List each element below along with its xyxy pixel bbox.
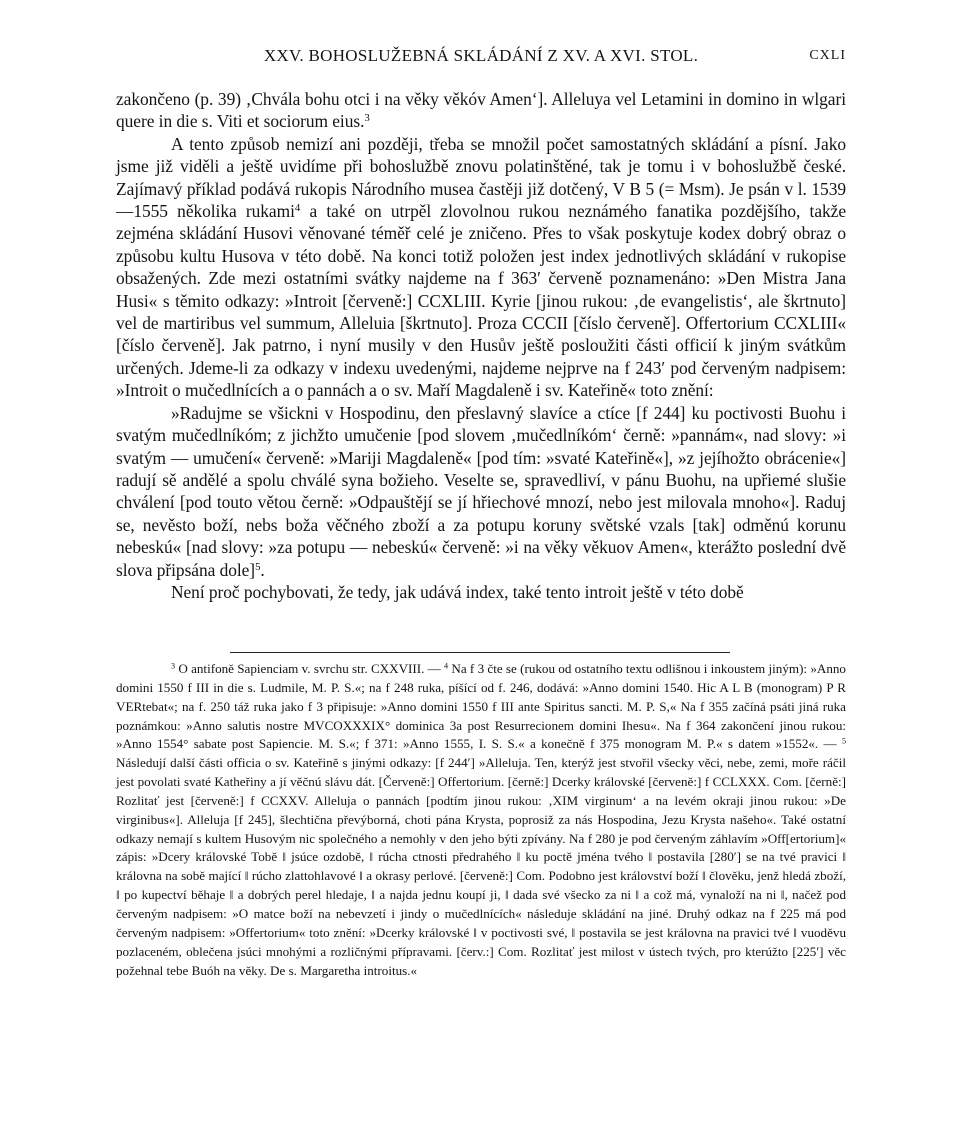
paragraph-4: [116, 581, 846, 603]
footnote-ref-3: 3: [364, 112, 370, 125]
footnote-marker-5: 5: [841, 736, 846, 746]
footnote-ref-5: 5: [255, 560, 261, 573]
footnote-5-text: Následují další části officia o sv. Kateřině s jinými odkazy: [f 244′] »Alleluja. Ten, kterýž jest stvořil všecky věci, nebe, zemi, moře ráčil jest povolati svaté Katheřiny a jí věčnú slávu dát. [Červeně:] Offertorium. [černě:] Dcerky královské [červeně:] f CCLXXX. Com. [černě:] Rozlitať jest [červeně:] f CCXXV. Alleluja o pannách [podtím jinou rukou: ‚XIM virginum‘ a na levém okraji jinou rukou: »De virginibus«]. Alleluja [f 245], šlechtična převýborná, choti pána Krysta, poprosiž za nás Hospodina, Jezu Krysta našeho«. Také ostatní odkazy nemají s kultem Husovým nic společného a nemohly v den jeho býti zpívány. Na f 280 je pod červeným záhlavím »Off[ertorium]« zápis: »Dcery královské Tobě ‖ jsúce ozdobě, ‖ rúcha ctnosti předrahého ‖ ku poctě jména tvého ‖ postavila [280′] se na tvé pravici ‖ královna na sobě mající ‖ rúcho zlattohlavové ‖ a okrasy perlové. [červeně:] Com. Podobno jest království boží ‖ člověku, jenž hledá zboží, ‖ po kupectví běhaje ‖ a dobrých perel hledaje, ‖ a najda jednu koupí ji, ‖ dada své všecko za ni ‖ a což má, vynaloží na ni ‖, načež pod červeným nadpisem: »O matce boží na nebevzetí i jindy o mučedlnících« následuje skládání na jiné. Druhý odkaz na f 225 má pod červeným nadpisem: »Offertorium« toto znění: »Dcerky královské ‖ v poctivosti své, ‖ postavila se jest královna na pravici tvé ‖ vuoděvu pozlaceném, oblečena jsúci mnohými a rozličnými přípravami. [červ.:] Com. Rozlitať jest milost v ústech tvých, pro kterúžto [225′] věc požehnal tebe Buóh na věky. De s. Margaretha introitus.«: [116, 755, 846, 978]
footnote-separator: [230, 652, 730, 653]
paragraph-4-text: Není proč pochybovati, že tedy, jak udává index, také tento introit ještě v této době: [171, 581, 744, 602]
footnote-3-text: O antifoně Sapienciam v. svrchu str. CXXVIII. —: [178, 661, 445, 676]
page-number: CXLI: [809, 48, 846, 63]
paragraph-1: [116, 88, 846, 133]
footnote-marker-3: 3: [171, 661, 176, 671]
footnote-marker-4: 4: [444, 661, 449, 671]
paragraph-2-text-b: a také on utrpěl zlovolnou rukou neznámého fanatika pozdějšího, takže zejména skládání Husovi věnované téměř celé je zničeno. Přes to však poskytuje kodex dobrý obraz o způsobu kultu Husova v této době. Na konci totiž položen jest index jednotlivých skládání v rukopise obsažených. Zde mezi ostatními svátky najdeme na f 363′ červeně poznamenáno: »Den Mistra Jana Husi« s těmito odkazy: »Introit [červeně:] CCXLIII. Kyrie [jinou rukou: ‚de evangelistis‘, ale škrtnuto] vel de martiribus vel summum, Alleluia [škrtnuto]. Proza CCCII [číslo červeně]. Offertorium CCXLIII« [číslo červeně]. Jak patrno, i nyní musily v den Husův ještě posloužiti části officií k jiným svátkům určených. Jdeme-li za odkazy v indexu uvedenými, najdeme nejprve na f 243′ pod červeným nadpisem: »Introit o mučedlnících a o pannách a o sv. Maří Magdaleně i sv. Kateřině« toto znění:: [116, 201, 846, 401]
footnote-block: [116, 660, 846, 980]
footnote-ref-4: 4: [294, 202, 301, 215]
paragraph-3-text: »Radujme se všickni v Hospodinu, den přeslavný slavíce a ctíce [f 244] ku poctivosti Buohu i svatým mučedlníkóm; z jichžto umučenie [pod slovem ‚mučedlníkóm‘ černě: »pannám«, nad slovy: »i svatým — umučení« červeně: »Mariji Magdaleně« [pod tím: »svaté Kateřině«], »z jejíhožto obrácenie«] radují sě andělé a spolu chválé syna božieho. Veselte se, spravedliví, v pánu Buohu, na upřiemé slušie chválení [pod touto větou černě: »Odpauštějí se jí hřiechové mnozí, nebo jest milovala mnoho«]. Raduj se, nevěsto boží, nebs boža věčného zboží a za potupu koruny světské vzals [tak] odměnú korunu nebeskú« [nad slovy: »za potupu — nebeskú« červeně: »i na věky věkuov Amen«, kterážto poslední dvě slova připsána dole]: [116, 402, 846, 580]
paragraph-1-text: zakončeno (p. 39) ‚Chvála bohu otci i na věky věkóv Amen‘]. Alleluya vel Letamini in domino in wlgari quere in die s. Viti et sociorum eius.: [116, 89, 846, 132]
footnote-4-text: Na f 3 čte se (rukou od ostatního textu odlišnou i inkoustem jiným): »Anno domini 1550 f III in die s. Ludmile, M. P. S.«; na f 248 ruka, píšící od f. 246, dodává: »Anno domini 1540. Hic A L B (monogram) P R VERtebat«; na f. 250 táž ruka jako f 3 připisuje: »Anno domini 1550 f III ante Spiritus sancti. M. P. S,« Na f 355 začíná psáti jiná ruka poznámkou: »Anno salutis nostre MVCOXXXIX° dominica 3a post Resurrecionem domini Ihesu«. Na f 364 zakončení jinou rukou: »Anno 1554° sabate post Sapiencie. M. S.«; f 371: »Anno 1555, I. S. S.« a konečně f 375 monogram M. P.« s datem »1552«. —: [116, 661, 846, 752]
main-text: [116, 88, 846, 603]
paragraph-2-text-a: A tento způsob nemizí ani později, třeba se množil počet samostatných skládání a písní. Jako jsme již viděli a ještě uvidíme při bohoslužbě znovu polatinštěné, tak je tomu i v bohoslužbě české. Zajímavý příklad podává rukopis Národního musea častěji již dotčený, V B 5 (= Msm). Je psán v l. 1539—1555 několika rukami: [116, 133, 846, 222]
paragraph-3-quote: »Radujme se všickni v Hospodinu, den přeslavný slavíce a ctíce [f 244] ku poctivosti Buohu i svatým mučedlníkóm; z jichžto umučenie [pod slovem ‚mučedlníkóm‘ černě: »pannám«, nad slovy: »i svatým — umučení« červeně: »Mariji Magdaleně« [pod tím: »svaté Kateřině«], »z jejíhožto obrácenie«] radují sě andělé a spolu chválé syna božieho. Veselte se, spravedliví, v pánu Buohu, na upřiemé slušie chválení [pod touto větou černě: »Odpauštějí se jí hřiechové mnozí, nebo jest milovala mnoho«]. Raduj se, nevěsto boží, nebs boža věčného zboží a za potupu koruny světské vzals [tak] odměnú korunu nebeskú« [nad slovy: »za potupu — nebeskú« červeně: »i na věky věkuov Amen«, kterážto poslední dvě slova připsána dole]$^5$.: [116, 402, 846, 580]
paragraph-2: [116, 133, 846, 402]
page-header: [116, 46, 846, 74]
running-head: XXV. BOHOSLUŽEBNÁ SKLÁDÁNÍ Z XV. A XVI. STOL.: [263, 46, 699, 65]
footnotes: [116, 660, 846, 980]
